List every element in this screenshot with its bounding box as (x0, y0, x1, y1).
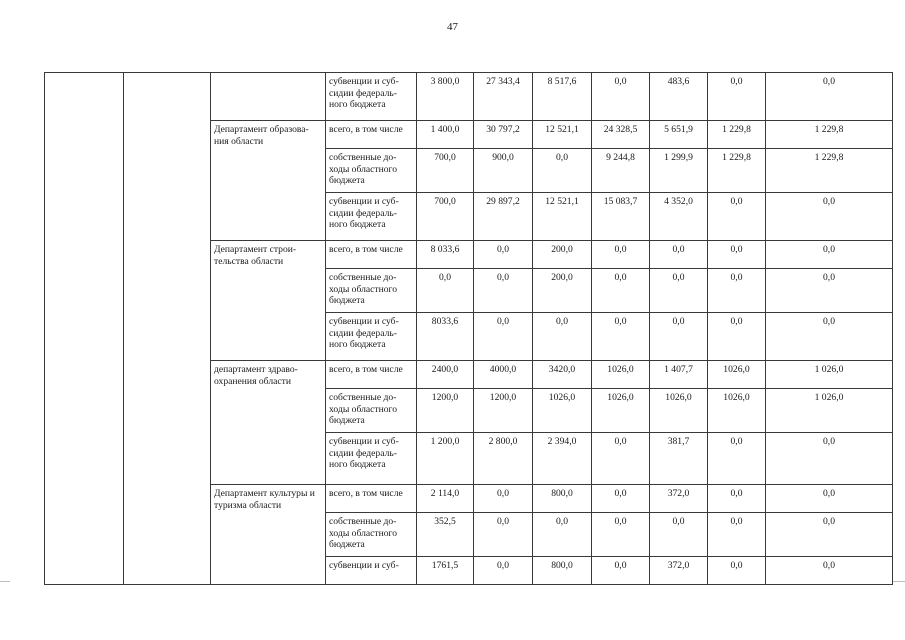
value-cell: 1026,0 (708, 361, 766, 389)
value-cell: 372,0 (650, 485, 708, 513)
value-cell: 8 517,6 (533, 73, 592, 121)
value-cell: 0,0 (708, 433, 766, 485)
value-cell: 0,0 (766, 313, 893, 361)
value-cell: 0,0 (708, 269, 766, 313)
value-cell: 12 521,1 (533, 193, 592, 241)
value-cell: 2400,0 (417, 361, 474, 389)
value-cell: 1 229,8 (708, 149, 766, 193)
value-cell: 0,0 (592, 485, 650, 513)
value-cell: 2 394,0 (533, 433, 592, 485)
value-cell: 0,0 (708, 513, 766, 557)
value-cell: 381,7 (650, 433, 708, 485)
value-cell: 0,0 (533, 513, 592, 557)
value-cell: 1 229,8 (708, 121, 766, 149)
page-number: 47 (447, 21, 458, 33)
value-cell: 800,0 (533, 485, 592, 513)
value-cell: 0,0 (533, 313, 592, 361)
value-cell: 3 800,0 (417, 73, 474, 121)
funding-source-cell: субвенции и суб-сидии федераль-ного бюджета (326, 73, 417, 121)
scan-mark-right (893, 581, 905, 582)
value-cell: 200,0 (533, 269, 592, 313)
value-cell: 1200,0 (417, 389, 474, 433)
funding-source-cell: субвенции и суб-сидии федераль-ного бюджета (326, 433, 417, 485)
value-cell: 0,0 (708, 73, 766, 121)
funding-source-cell: субвенции и суб- (326, 557, 417, 585)
value-cell: 30 797,2 (474, 121, 533, 149)
value-cell: 372,0 (650, 557, 708, 585)
value-cell: 27 343,4 (474, 73, 533, 121)
blank-column-b (124, 73, 211, 585)
budget-table-body (45, 73, 893, 585)
value-cell: 1 026,0 (766, 361, 893, 389)
funding-source-cell: всего, в том числе (326, 241, 417, 269)
value-cell: 0,0 (650, 269, 708, 313)
value-cell: 800,0 (533, 557, 592, 585)
department-cell: Департамент культуры и туризма области (211, 485, 326, 585)
value-cell: 200,0 (533, 241, 592, 269)
value-cell: 9 244,8 (592, 149, 650, 193)
value-cell: 1026,0 (533, 389, 592, 433)
value-cell: 0,0 (766, 269, 893, 313)
value-cell: 0,0 (592, 313, 650, 361)
value-cell: 0,0 (592, 269, 650, 313)
value-cell: 0,0 (766, 557, 893, 585)
value-cell: 0,0 (650, 513, 708, 557)
funding-source-cell: собственные до-ходы областного бюджета (326, 269, 417, 313)
value-cell: 1026,0 (708, 389, 766, 433)
funding-source-cell: всего, в том числе (326, 361, 417, 389)
value-cell: 0,0 (474, 269, 533, 313)
value-cell: 0,0 (474, 557, 533, 585)
value-cell: 1026,0 (592, 361, 650, 389)
value-cell: 1200,0 (474, 389, 533, 433)
value-cell: 1 400,0 (417, 121, 474, 149)
value-cell: 0,0 (592, 241, 650, 269)
funding-source-cell: собственные до-ходы областного бюджета (326, 513, 417, 557)
value-cell: 700,0 (417, 149, 474, 193)
value-cell: 12 521,1 (533, 121, 592, 149)
budget-table (44, 72, 893, 585)
value-cell: 0,0 (708, 557, 766, 585)
value-cell: 0,0 (474, 485, 533, 513)
value-cell: 0,0 (766, 513, 893, 557)
value-cell: 0,0 (708, 241, 766, 269)
value-cell: 0,0 (766, 433, 893, 485)
value-cell: 352,5 (417, 513, 474, 557)
value-cell: 483,6 (650, 73, 708, 121)
value-cell: 15 083,7 (592, 193, 650, 241)
value-cell: 0,0 (708, 485, 766, 513)
department-cell: Департамент образова-ния области (211, 121, 326, 241)
funding-source-cell: субвенции и суб-сидии федераль-ного бюджета (326, 313, 417, 361)
scan-mark-left (0, 581, 10, 582)
funding-source-cell: собственные до-ходы областного бюджета (326, 389, 417, 433)
value-cell: 0,0 (533, 149, 592, 193)
value-cell: 1 299,9 (650, 149, 708, 193)
value-cell: 0,0 (592, 433, 650, 485)
funding-source-cell: субвенции и суб-сидии федераль-ного бюджета (326, 193, 417, 241)
value-cell: 0,0 (708, 193, 766, 241)
value-cell: 4000,0 (474, 361, 533, 389)
table-row (45, 73, 893, 121)
funding-source-cell: всего, в том числе (326, 485, 417, 513)
value-cell: 2 800,0 (474, 433, 533, 485)
value-cell: 0,0 (474, 241, 533, 269)
department-cell: департамент здраво-охранения области (211, 361, 326, 485)
value-cell: 24 328,5 (592, 121, 650, 149)
value-cell: 1 200,0 (417, 433, 474, 485)
value-cell: 29 897,2 (474, 193, 533, 241)
value-cell: 0,0 (708, 313, 766, 361)
value-cell: 1026,0 (592, 389, 650, 433)
value-cell: 1026,0 (650, 389, 708, 433)
value-cell: 4 352,0 (650, 193, 708, 241)
blank-column-a (45, 73, 124, 585)
department-cell: Департамент строи-тельства области (211, 241, 326, 361)
funding-source-cell: всего, в том числе (326, 121, 417, 149)
value-cell: 1 229,8 (766, 121, 893, 149)
value-cell: 5 651,9 (650, 121, 708, 149)
value-cell: 0,0 (766, 73, 893, 121)
value-cell: 0,0 (417, 269, 474, 313)
value-cell: 1 026,0 (766, 389, 893, 433)
value-cell: 900,0 (474, 149, 533, 193)
value-cell: 1 407,7 (650, 361, 708, 389)
value-cell: 2 114,0 (417, 485, 474, 513)
value-cell: 1 229,8 (766, 149, 893, 193)
value-cell: 0,0 (474, 313, 533, 361)
value-cell: 8 033,6 (417, 241, 474, 269)
value-cell: 0,0 (766, 193, 893, 241)
value-cell: 700,0 (417, 193, 474, 241)
funding-source-cell: собственные до-ходы областного бюджета (326, 149, 417, 193)
value-cell: 3420,0 (533, 361, 592, 389)
value-cell: 0,0 (474, 513, 533, 557)
value-cell: 0,0 (766, 485, 893, 513)
department-cell (211, 73, 326, 121)
value-cell: 0,0 (592, 513, 650, 557)
value-cell: 8033,6 (417, 313, 474, 361)
value-cell: 0,0 (650, 313, 708, 361)
value-cell: 0,0 (650, 241, 708, 269)
value-cell: 0,0 (592, 73, 650, 121)
value-cell: 0,0 (592, 557, 650, 585)
value-cell: 1761,5 (417, 557, 474, 585)
value-cell: 0,0 (766, 241, 893, 269)
